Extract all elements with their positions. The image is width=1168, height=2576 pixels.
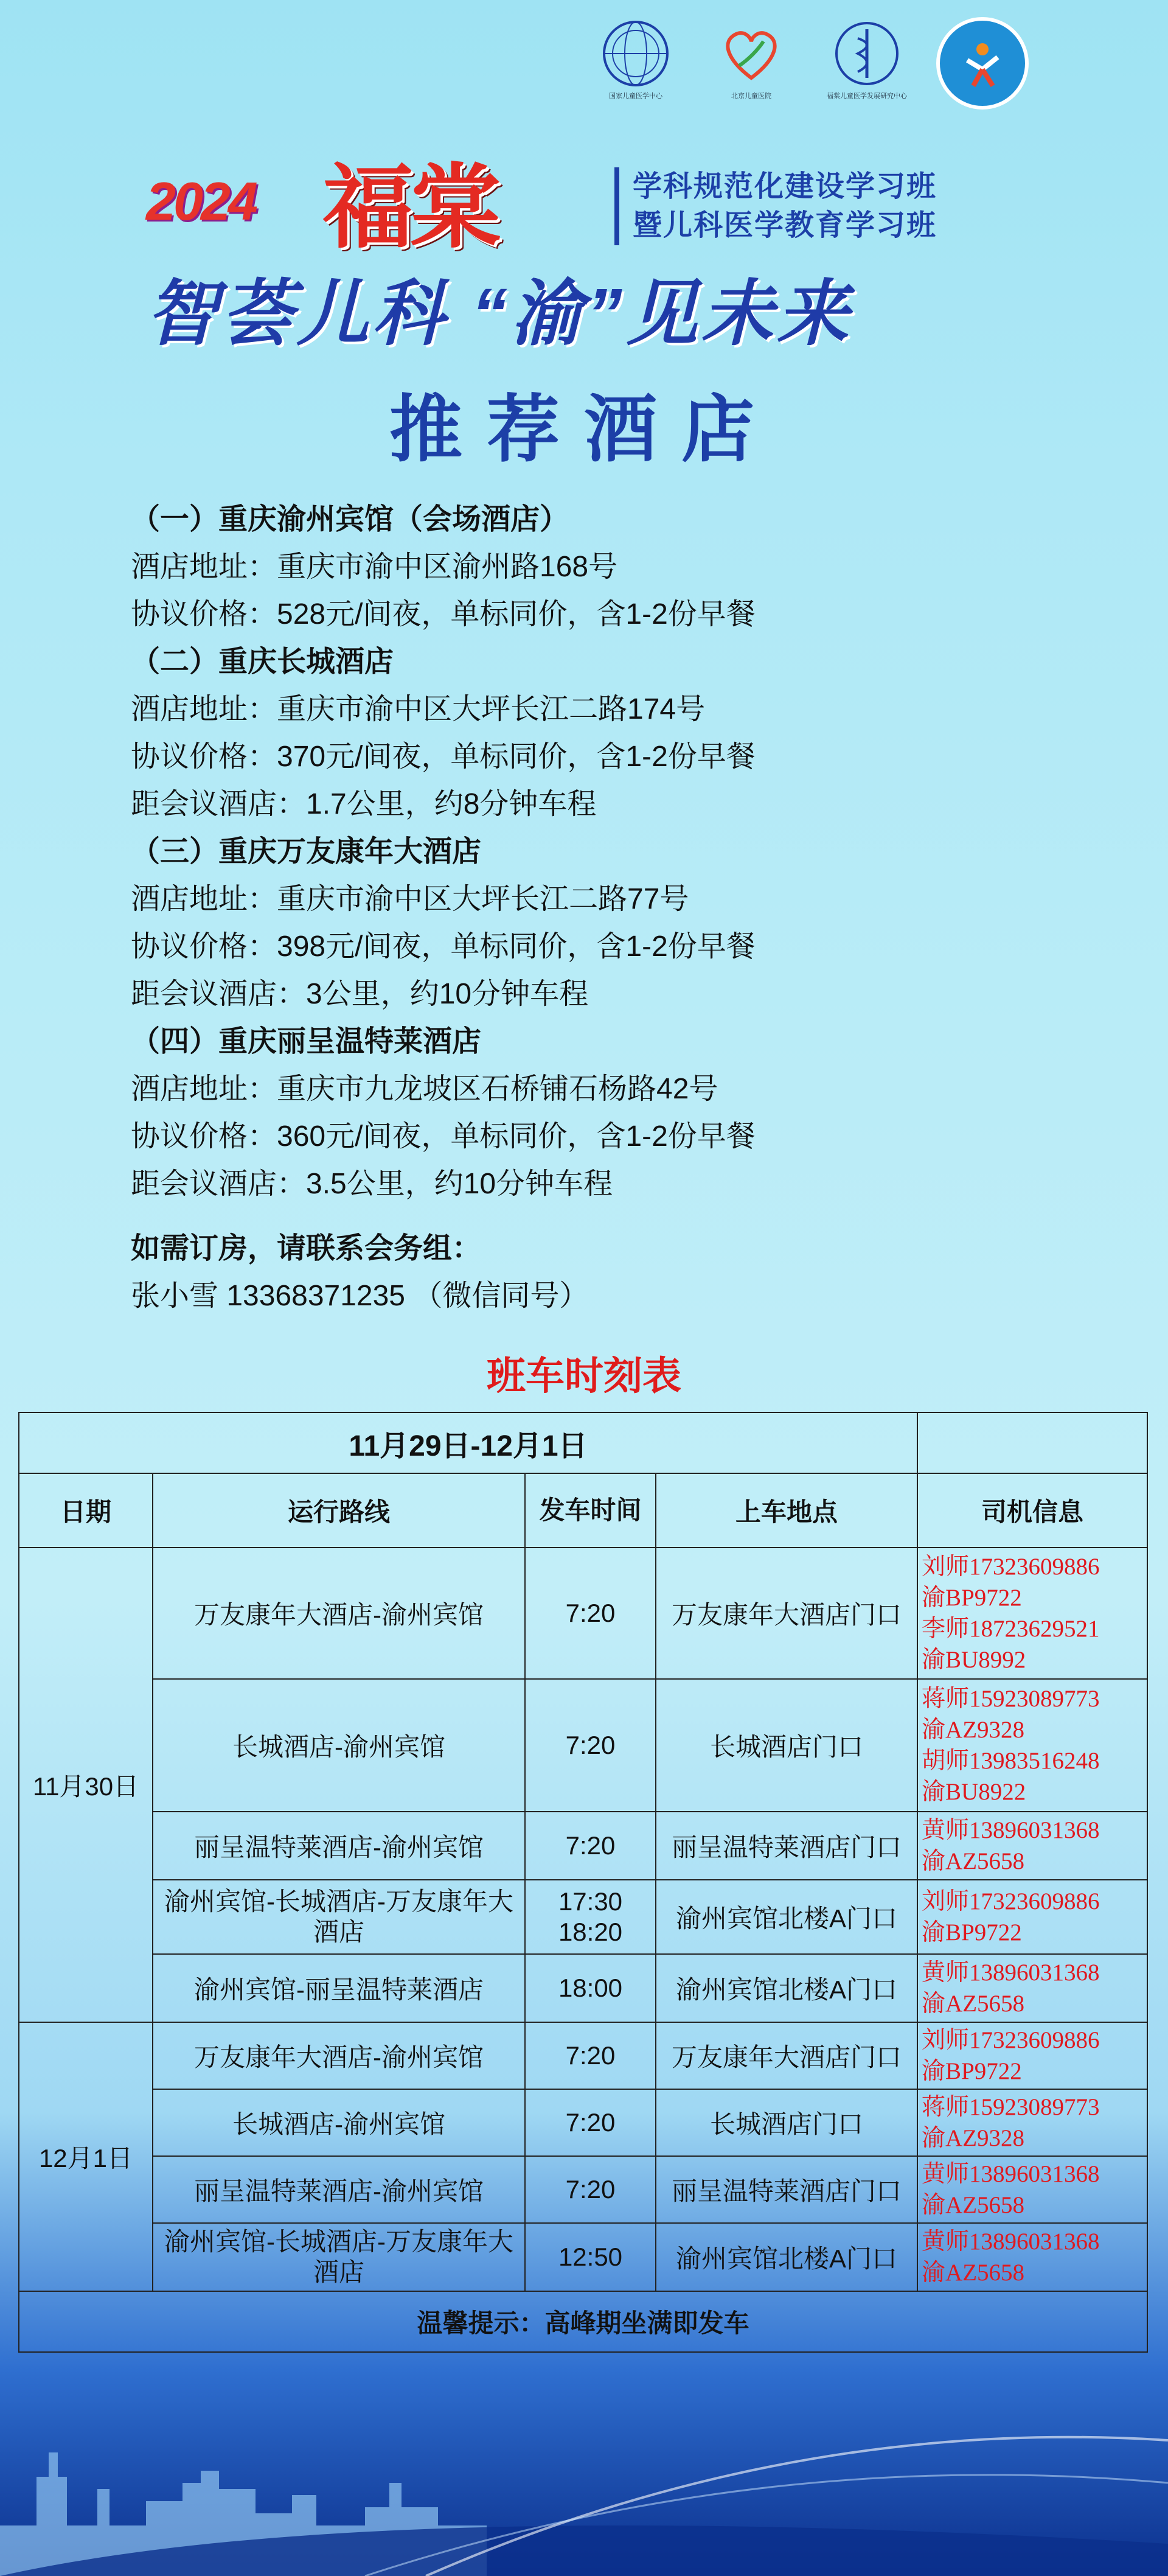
table-row — [19, 2089, 1147, 2156]
time-cell: 7:20 — [525, 2089, 656, 2156]
hotel-item — [131, 828, 1043, 1018]
driver-cell — [917, 2022, 1147, 2089]
pickup-cell: 渝州宾馆北楼A门口 — [656, 1954, 917, 2022]
driver-cell — [917, 2223, 1147, 2291]
pickup-cell: 渝州宾馆北楼A门口 — [656, 2223, 917, 2291]
driver-line: 渝AZ9328 — [922, 2125, 1025, 2151]
route-cell: 渝州宾馆-丽呈温特莱酒店 — [153, 1954, 525, 2022]
hotel-name: （四）重庆丽呈温特莱酒店 — [131, 1025, 482, 1058]
driver-line: 渝BP9722 — [922, 1919, 1022, 1946]
driver-line: 刘师17323609886 — [922, 1554, 1100, 1580]
hotel-address: 酒店地址：重庆市渝中区大坪长江二路77号 — [131, 883, 689, 915]
day-cell: 12月1日 — [19, 2022, 153, 2291]
hotel-price: 协议价格：360元/间夜，单标同价，含1-2份早餐 — [131, 1120, 756, 1153]
driver-line: 李师18723629521 — [922, 1616, 1100, 1642]
route-cell: 丽呈温特莱酒店-渝州宾馆 — [153, 2156, 525, 2223]
pickup-cell: 丽呈温特莱酒店门口 — [656, 1812, 917, 1880]
table-row — [19, 2156, 1147, 2223]
route-cell: 万友康年大酒店-渝州宾馆 — [153, 1548, 525, 1679]
hotel-name: （一）重庆渝州宾馆（会场酒店） — [131, 503, 569, 536]
hotel-name: （二）重庆长城酒店 — [131, 646, 394, 678]
booking-contact — [131, 1225, 1043, 1320]
col-route: 运行路线 — [153, 1473, 525, 1548]
driver-line: 渝BP9722 — [922, 1585, 1022, 1611]
driver-cell — [917, 1954, 1147, 2022]
schedule-title: 班车时刻表 — [487, 1354, 681, 1398]
banner-subtitle — [614, 167, 937, 245]
subtitle-line-2: 暨儿科医学教育学习班 — [633, 209, 937, 242]
hotel-address: 酒店地址：重庆市渝中区渝州路168号 — [131, 551, 618, 583]
event-banner — [146, 116, 1022, 354]
driver-cell — [917, 1548, 1147, 1679]
driver-line: 渝BP9722 — [922, 2058, 1022, 2084]
hotel-name: （三）重庆万友康年大酒店 — [131, 836, 482, 868]
table-header-row — [19, 1412, 1147, 1473]
driver-line: 渝BU8992 — [922, 1647, 1026, 1673]
globe-icon — [596, 17, 675, 90]
hotel-item — [131, 638, 1043, 828]
time-cell: 7:20 — [525, 1679, 656, 1812]
col-pickup: 上车地点 — [656, 1473, 917, 1548]
hotel-price: 协议价格：398元/间夜，单标同价，含1-2份早餐 — [131, 930, 756, 963]
page-title: 推荐酒店 — [389, 386, 779, 472]
hotel-price: 协议价格：528元/间夜，单标同价，含1-2份早餐 — [131, 598, 756, 630]
pediatric-association-logo — [937, 17, 1028, 120]
banner-slogan: 智荟儿科 “渝”见未来 — [146, 274, 852, 354]
time-cell: 12:50 — [525, 2223, 656, 2291]
route-cell: 长城酒店-渝州宾馆 — [153, 2089, 525, 2156]
time-cell — [525, 1880, 656, 1954]
table-row — [19, 1954, 1147, 2022]
col-date: 日期 — [19, 1473, 153, 1548]
route-cell: 长城酒店-渝州宾馆 — [153, 1679, 525, 1812]
hotel-address: 酒店地址：重庆市九龙坡区石桥铺石杨路42号 — [131, 1073, 718, 1105]
hotel-distance: 距会议酒店：3公里，约10分钟车程 — [131, 978, 589, 1010]
driver-line: 渝AZ5658 — [922, 2192, 1025, 2218]
caduceus-icon — [827, 17, 906, 90]
time-cell: 7:20 — [525, 2156, 656, 2223]
pickup-cell: 长城酒店门口 — [656, 2089, 917, 2156]
heart-icon — [712, 17, 791, 90]
time-cell: 18:00 — [525, 1954, 656, 2022]
time-cell: 7:20 — [525, 1548, 656, 1679]
time-line: 17:30 — [558, 1887, 623, 1916]
driver-cell — [917, 2156, 1147, 2223]
driver-line: 黄师13896031368 — [922, 1960, 1100, 1986]
shuttle-schedule-table — [18, 1412, 1148, 2353]
logo3-caption: 福棠儿童医学发展研究中心 — [827, 92, 907, 100]
time-cell: 7:20 — [525, 2022, 656, 2089]
route-cell: 丽呈温特莱酒店-渝州宾馆 — [153, 1812, 525, 1880]
table-row — [19, 1679, 1147, 1812]
logo2-caption: 北京儿童医院 — [731, 92, 771, 100]
driver-line: 黄师13896031368 — [922, 1817, 1100, 1843]
hotel-list — [131, 496, 1043, 1320]
table-row — [19, 1880, 1147, 1954]
col-time: 发车时间 — [525, 1473, 656, 1548]
hotel-address: 酒店地址：重庆市渝中区大坪长江二路174号 — [131, 693, 706, 725]
pickup-cell: 丽呈温特莱酒店门口 — [656, 2156, 917, 2223]
city-skyline-decoration — [0, 2343, 1168, 2576]
sponsor-logos — [590, 17, 1028, 120]
pickup-cell: 万友康年大酒店门口 — [656, 2022, 917, 2089]
time-cell: 7:20 — [525, 1812, 656, 1880]
route-cell: 渝州宾馆-长城酒店-万友康年大酒店 — [153, 2223, 525, 2291]
contact-heading: 如需订房，请联系会务组： — [131, 1232, 482, 1265]
date-range: 11月29日-12月1日 — [19, 1412, 917, 1473]
driver-cell — [917, 2089, 1147, 2156]
day-cell: 11月30日 — [19, 1548, 153, 2022]
footer-note: 温馨提示：高峰期坐满即发车 — [19, 2291, 1147, 2352]
column-header-row — [19, 1473, 1147, 1548]
time-line: 18:20 — [558, 1918, 623, 1946]
col-driver: 司机信息 — [917, 1473, 1147, 1548]
hotel-price: 协议价格：370元/间夜，单标同价，含1-2份早餐 — [131, 741, 756, 773]
table-row — [19, 1812, 1147, 1880]
driver-line: 渝BU8922 — [922, 1779, 1026, 1805]
pickup-cell: 长城酒店门口 — [656, 1679, 917, 1812]
driver-line: 胡师13983516248 — [922, 1748, 1100, 1774]
futang-research-center-logo — [821, 17, 912, 120]
logo1-caption: 国家儿童医学中心 — [609, 92, 662, 100]
subtitle-line-1: 学科规范化建设学习班 — [633, 170, 937, 203]
hotel-item — [131, 1018, 1043, 1208]
banner-brand: 福棠 — [322, 154, 498, 261]
driver-line: 黄师13896031368 — [922, 2161, 1100, 2187]
driver-line: 刘师17323609886 — [922, 2027, 1100, 2053]
hotel-distance: 距会议酒店：3.5公里，约10分钟车程 — [131, 1168, 613, 1200]
driver-line: 刘师17323609886 — [922, 1888, 1100, 1915]
table-row — [19, 2223, 1147, 2291]
driver-cell — [917, 1880, 1147, 1954]
route-cell: 渝州宾馆-长城酒店-万友康年大酒店 — [153, 1880, 525, 1954]
contact-person: 张小雪 13368371235 （微信同号） — [131, 1280, 589, 1312]
banner-year: 2024 — [146, 171, 255, 231]
child-figure-icon — [936, 17, 1029, 110]
beijing-childrens-hospital-logo — [706, 17, 797, 120]
driver-line: 渝AZ5658 — [922, 1991, 1025, 2017]
pickup-cell: 渝州宾馆北楼A门口 — [656, 1880, 917, 1954]
driver-line: 渝AZ5658 — [922, 1848, 1025, 1874]
table-row — [19, 2022, 1147, 2089]
empty-header-cell — [917, 1412, 1147, 1473]
driver-line: 渝AZ9328 — [922, 1717, 1025, 1743]
driver-line: 蒋师15923089773 — [922, 2094, 1100, 2120]
driver-line: 黄师13896031368 — [922, 2229, 1100, 2255]
driver-line: 渝AZ5658 — [922, 2260, 1025, 2286]
route-cell: 万友康年大酒店-渝州宾馆 — [153, 2022, 525, 2089]
national-center-logo — [590, 17, 681, 120]
hotel-item — [131, 496, 1043, 638]
hotel-distance: 距会议酒店：1.7公里，约8分钟车程 — [131, 788, 597, 820]
driver-line: 蒋师15923089773 — [922, 1686, 1100, 1712]
pickup-cell: 万友康年大酒店门口 — [656, 1548, 917, 1679]
driver-cell — [917, 1812, 1147, 1880]
table-row — [19, 1548, 1147, 1679]
driver-cell — [917, 1679, 1147, 1812]
